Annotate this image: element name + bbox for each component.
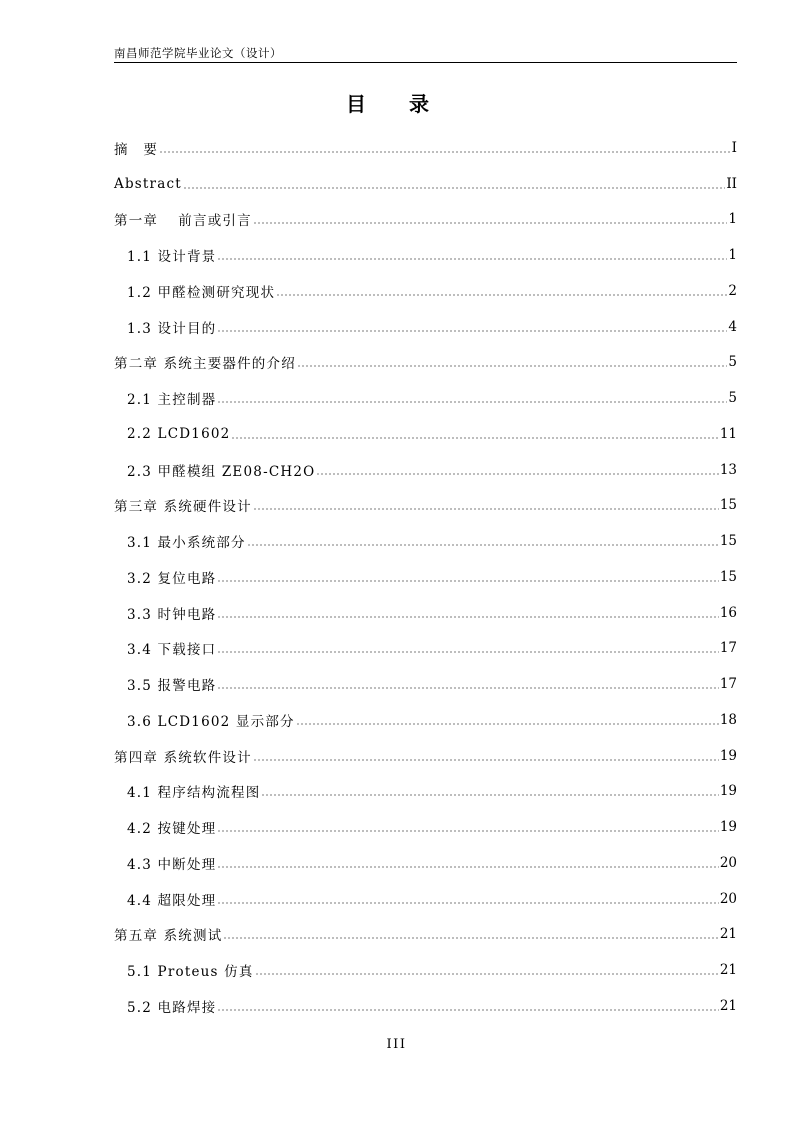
toc-entry-label: 2.1 主控制器 (127, 392, 217, 409)
dot-leader (217, 866, 718, 868)
toc-entry[interactable] (114, 988, 737, 1024)
toc-entry-page-number: I (731, 139, 737, 156)
toc-entry[interactable] (114, 917, 737, 953)
toc-entry[interactable] (114, 202, 737, 238)
toc-entry[interactable] (114, 738, 737, 774)
toc-entry-page-number: 17 (719, 640, 737, 657)
toc-entry-label: 第二章 系统主要器件的介绍 (114, 356, 296, 373)
dot-leader (297, 365, 728, 367)
toc-entry-label: 摘 要 (114, 141, 159, 158)
page-number: III (386, 1037, 407, 1052)
toc-entry[interactable] (114, 631, 737, 667)
toc-entry-page-number: 18 (719, 711, 737, 728)
toc-entry-page-number: 21 (719, 926, 737, 943)
toc-entry[interactable] (114, 809, 737, 845)
toc-entry[interactable] (114, 488, 737, 524)
toc-entry[interactable] (114, 881, 737, 917)
toc-entry[interactable] (114, 237, 737, 273)
toc-entry-label: 3.2 复位电路 (127, 570, 217, 587)
toc-entry-label: 2.2 LCD1602 (127, 425, 231, 442)
dot-leader (247, 544, 719, 546)
dot-leader (223, 937, 718, 939)
toc-entry-label: 4.4 超限处理 (127, 892, 217, 909)
toc-entry-label: 3.1 最小系统部分 (127, 535, 246, 552)
table-of-contents (114, 130, 737, 1024)
toc-entry[interactable] (114, 666, 737, 702)
toc-entry-label: 1.3 设计目的 (127, 320, 217, 337)
dot-leader (217, 401, 727, 403)
toc-entry-page-number: 2 (728, 282, 737, 299)
toc-entry-page-number: 1 (728, 247, 737, 264)
dot-leader (316, 473, 718, 475)
toc-entry-page-number: 16 (719, 604, 737, 621)
toc-entry-label: Abstract (114, 175, 182, 192)
toc-entry-label: 第三章 系统硬件设计 (114, 499, 252, 516)
toc-entry[interactable] (114, 702, 737, 738)
toc-entry[interactable] (114, 559, 737, 595)
toc-entry[interactable] (114, 452, 737, 488)
toc-entry-label: 3.3 时钟电路 (127, 606, 217, 623)
toc-entry-page-number: 11 (719, 425, 737, 442)
toc-entry-label: 第五章 系统测试 (114, 928, 223, 945)
dot-leader (253, 508, 719, 510)
dot-leader (217, 687, 718, 689)
dot-leader (231, 437, 718, 439)
toc-entry-page-number: 19 (719, 819, 737, 836)
toc-entry-label: 3.4 下载接口 (127, 642, 217, 659)
toc-entry[interactable] (114, 273, 737, 309)
page-title: 目 录 (346, 92, 447, 116)
toc-entry-page-number: 19 (719, 783, 737, 800)
dot-leader (253, 759, 719, 761)
dot-leader (217, 651, 718, 653)
toc-entry-page-number: II (726, 175, 737, 192)
dot-leader (276, 294, 727, 296)
dot-leader (159, 151, 731, 153)
toc-entry-page-number: 21 (719, 962, 737, 979)
toc-entry[interactable] (114, 774, 737, 810)
toc-entry[interactable] (114, 130, 737, 166)
dot-leader (261, 794, 718, 796)
toc-entry-page-number: 1 (728, 211, 737, 228)
dot-leader (217, 902, 718, 904)
toc-entry-label: 第一章 前言或引言 (114, 213, 252, 230)
dot-leader (253, 222, 728, 224)
toc-entry-label: 4.2 按键处理 (127, 821, 217, 838)
toc-entry-page-number: 17 (719, 676, 737, 693)
toc-entry[interactable] (114, 416, 737, 452)
header-divider (114, 62, 737, 63)
toc-entry-page-number: 15 (719, 568, 737, 585)
toc-entry-label: 5.1 Proteus 仿真 (127, 964, 254, 981)
dot-leader (296, 723, 719, 725)
toc-entry-page-number: 4 (728, 318, 737, 335)
toc-entry-label: 4.1 程序结构流程图 (127, 785, 261, 802)
toc-entry[interactable] (114, 952, 737, 988)
toc-entry-page-number: 19 (719, 747, 737, 764)
dot-leader (217, 330, 727, 332)
toc-entry[interactable] (114, 523, 737, 559)
toc-entry-label: 2.3 甲醛模组 ZE08-CH2O (127, 463, 316, 480)
toc-entry-label: 4.3 中断处理 (127, 856, 217, 873)
dot-leader (217, 616, 718, 618)
toc-entry[interactable] (114, 345, 737, 381)
toc-entry-label: 1.2 甲醛检测研究现状 (127, 284, 276, 301)
toc-entry-page-number: 15 (719, 533, 737, 550)
toc-entry-label: 5.2 电路焊接 (127, 999, 217, 1016)
dot-leader (217, 580, 718, 582)
toc-entry[interactable] (114, 595, 737, 631)
toc-entry-page-number: 20 (719, 890, 737, 907)
toc-entry[interactable] (114, 380, 737, 416)
toc-entry-label: 1.1 设计背景 (127, 249, 217, 266)
toc-entry-page-number: 13 (719, 461, 737, 478)
toc-entry-page-number: 5 (728, 354, 737, 371)
toc-entry-label: 3.6 LCD1602 显示部分 (127, 713, 295, 730)
toc-entry[interactable] (114, 845, 737, 881)
toc-entry-page-number: 21 (719, 997, 737, 1014)
dot-leader (183, 187, 725, 189)
dot-leader (217, 1009, 718, 1011)
dot-leader (217, 830, 718, 832)
toc-entry-page-number: 5 (728, 390, 737, 407)
toc-entry-page-number: 15 (719, 497, 737, 514)
dot-leader (217, 258, 727, 260)
running-header: 南昌师范学院毕业论文（设计） (114, 46, 282, 60)
toc-entry-page-number: 20 (719, 854, 737, 871)
toc-entry[interactable] (114, 309, 737, 345)
dot-leader (255, 973, 719, 975)
toc-entry-label: 3.5 报警电路 (127, 678, 217, 695)
toc-entry-label: 第四章 系统软件设计 (114, 749, 252, 766)
toc-entry[interactable] (114, 166, 737, 202)
